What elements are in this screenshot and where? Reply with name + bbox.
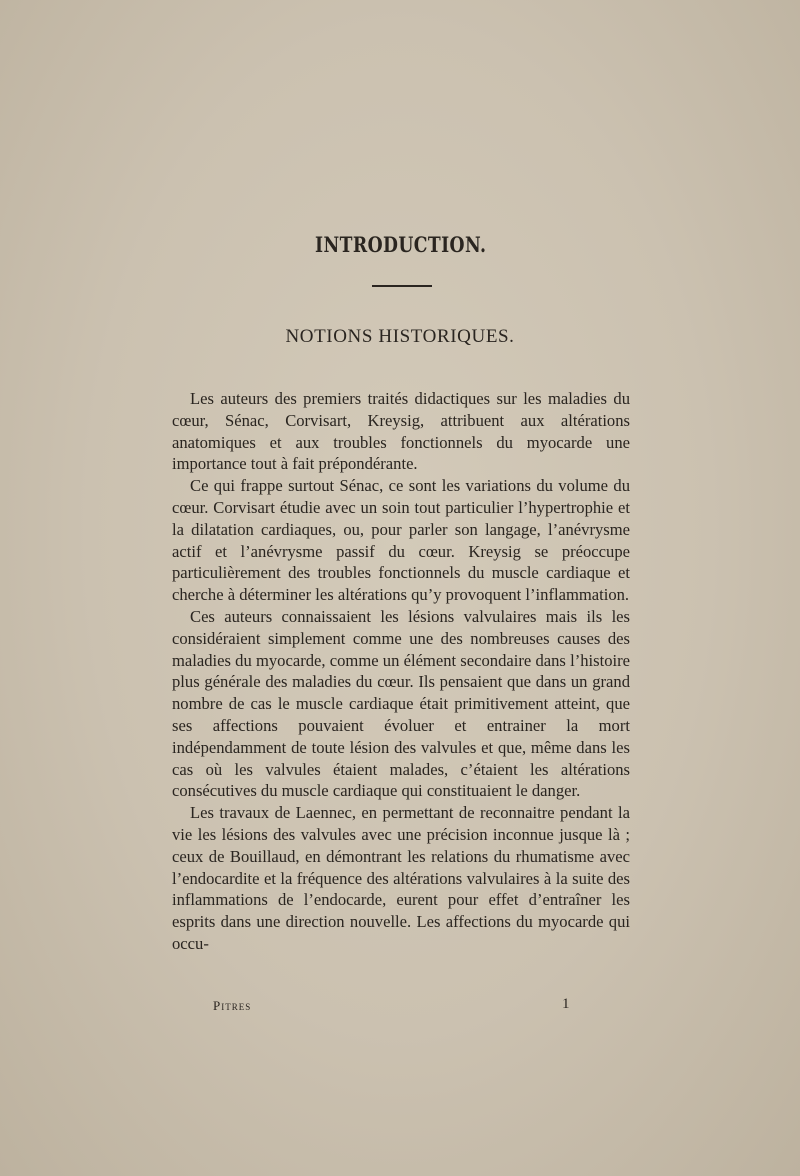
title-rule: [372, 285, 432, 287]
author-running-head: Pitres: [213, 998, 252, 1013]
page-number: 1: [562, 996, 570, 1012]
body-text: [172, 388, 630, 955]
chapter-title: INTRODUCTION.: [315, 232, 487, 257]
paragraph: Ces auteurs connaissaient les lésions valvulaires mais ils les considéraient simplement comme une des nombreuses causes des maladies du myocarde, comme un élément secondaire dans l’histoire plus générale des maladies du cœur. Ils pensaient que dans un grand nombre de cas le muscle cardiaque était primitivement atteint, que ses affections pouvaient évoluer et entrainer la mort indépendamment de toute lésion des valvules et que, même dans les cas où les valvules étaient malades, c’étaient les altérations consécutives du muscle cardiaque qui constituaient le danger.: [172, 606, 630, 801]
section-subtitle: NOTIONS HISTORIQUES.: [285, 326, 515, 347]
paragraph: Ce qui frappe surtout Sénac, ce sont les variations du volume du cœur. Corvisart étudie avec un soin tout particulier l’hypertrophie et la dilatation cardiaques, ou, pour parler son langage, l’anévrysme actif et l’anévrysme passif du cœur. Kreysig se préoccupe particulièrement des troubles fonctionnels du muscle cardiaque et cherche à déterminer les altérations qu’y provoquent l’inflammation.: [172, 476, 630, 605]
paragraph: Les travaux de Laennec, en permettant de reconnaitre pendant la vie les lésions des valvules avec une précision inconnue jusque là ; ceux de Bouillaud, en démontrant les relations du rhumatisme avec l’endocardite et la fréquence des altérations valvulaires à la suite des inflammations de l’endocarde, eurent pour effet d’entraîner les esprits dans une direction nouvelle. Les affections du myocarde qui occu-: [172, 803, 630, 953]
paragraph: Les auteurs des premiers traités didactiques sur les maladies du cœur, Sénac, Corvisart, Kreysig, attribuent aux altérations anatomiques et aux troubles fonctionnels du myocarde une importance tout à fait prépondérante.: [172, 389, 630, 474]
page-footer: [213, 998, 573, 1018]
